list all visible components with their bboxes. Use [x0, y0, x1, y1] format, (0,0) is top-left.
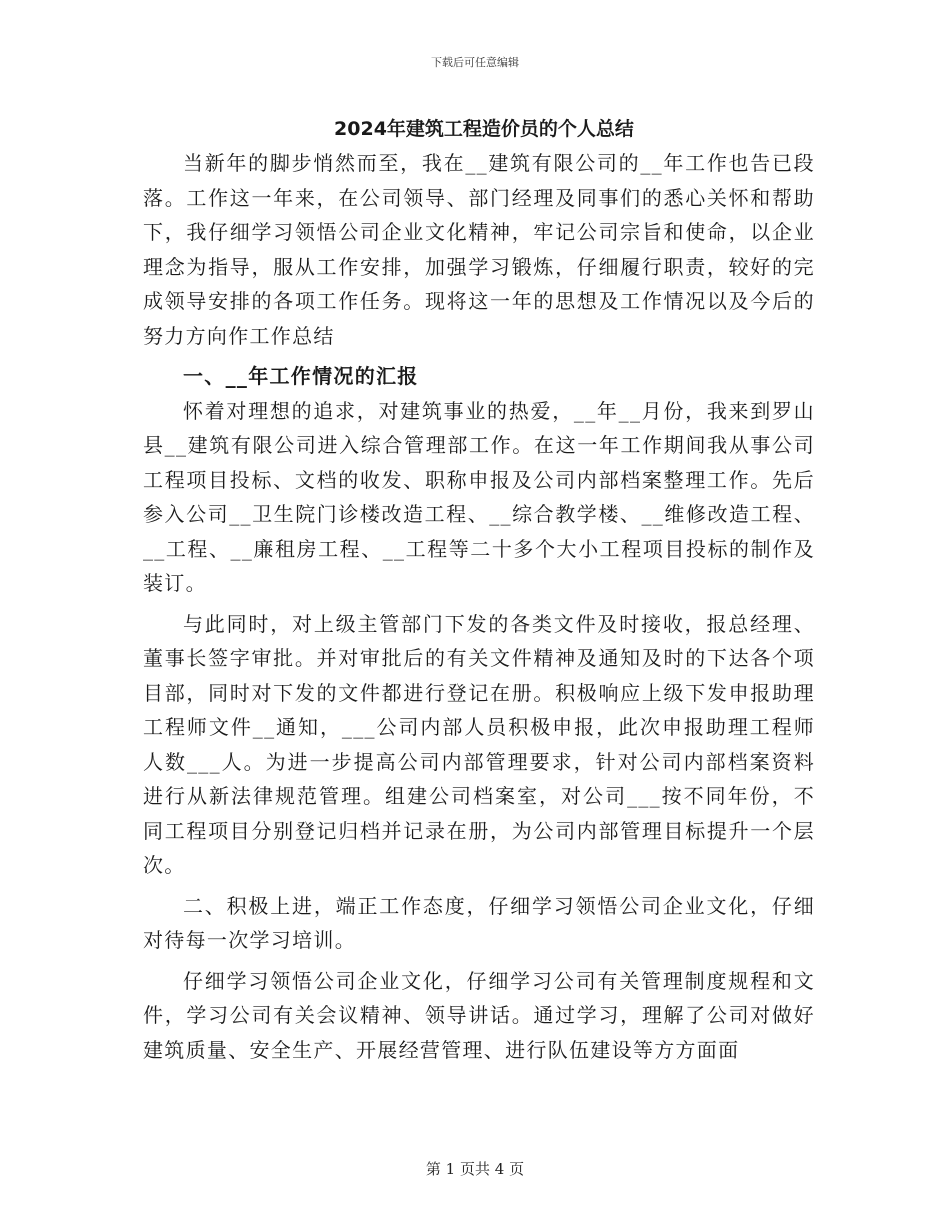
intro-paragraph: 当新年的脚步悄然而至，我在__建筑有限公司的__年工作也告已段落。工作这一年来，在公司领导、部门经理及同事们的悉心关怀和帮助下，我仔细学习领悟公司企业文化精神，牢记公司宗旨和使命，以企业理念为指导，服从工作安排，加强学习锻炼，仔细履行职责，较好的完成领导安排的各项工作任务。现将这一年的思想及工作情况以及今后的努力方向作工作总结: [143, 151, 815, 348]
section-2-heading: 二、积极上进，端正工作态度，仔细学习领悟公司企业文化，仔细对待每一次学习培训。: [143, 893, 815, 952]
page-header-note: 下载后可任意编辑: [431, 56, 519, 69]
section-1-heading: 一、__年工作情况的汇报: [183, 364, 419, 388]
document-title: 2024年建筑工程造价员的个人总结: [334, 118, 634, 140]
document-body: [143, 112, 815, 1067]
page-number: 第 1 页共 4 页: [425, 1160, 525, 1178]
work-report-paragraph-1: 怀着对理想的追求，对建筑事业的热爱，__年__月份，我来到罗山县__建筑有限公司进入综合管理部工作。在这一年工作期间我从事公司工程项目投标、文档的收发、职称申报及公司内部档案整理工作。先后参入公司__卫生院门诊楼改造工程、__综合教学楼、__维修改造工程、__工程、__廉租房工程、__工程等二十多个大小工程项目投标的制作及装订。: [143, 398, 815, 595]
work-report-paragraph-2: 与此同时，对上级主管部门下发的各类文件及时接收，报总经理、董事长签字审批。并对审批后的有关文件精神及通知及时的下达各个项目部，同时对下发的文件都进行登记在册。积极响应上级下发申报助理工程师文件__通知，___公司内部人员积极申报，此次申报助理工程师人数___人。为进一步提高公司内部管理要求，针对公司内部档案资料进行从新法律规范管理。组建公司档案室，对公司___按不同年份，不同工程项目分别登记归档并记录在册，为公司内部管理目标提升一个层次。: [143, 611, 815, 877]
study-paragraph: 仔细学习领悟公司企业文化，仔细学习公司有关管理制度规程和文件，学习公司有关会议精神、领导讲话。通过学习，理解了公司对做好建筑质量、安全生产、开展经营管理、进行队伍建设等方方面面: [143, 968, 815, 1062]
